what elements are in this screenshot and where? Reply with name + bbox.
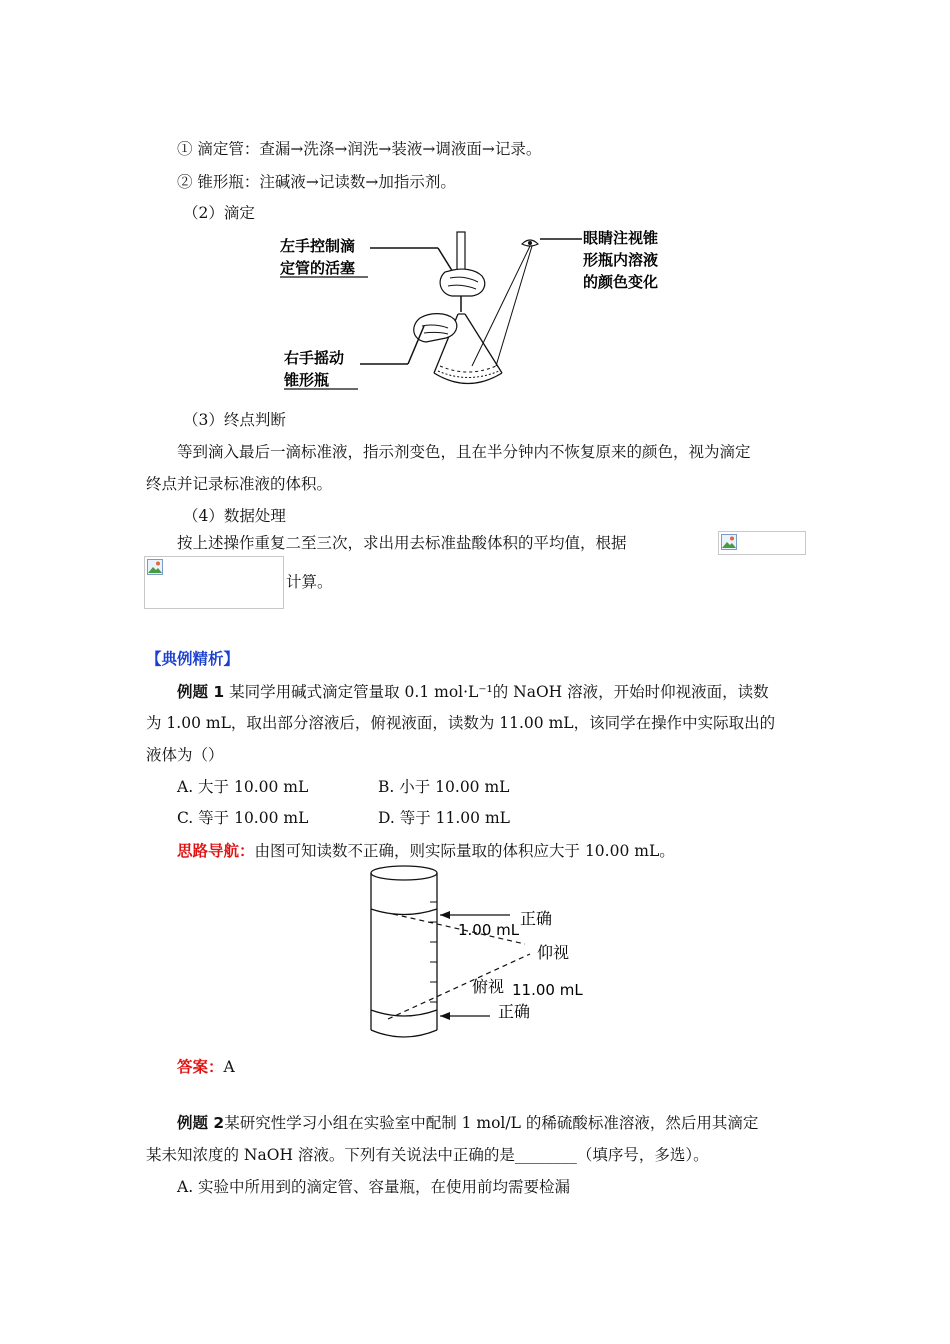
example1-line1: 例题 1 某同学用碱式滴定管量取 0.1 mol·L⁻¹的 NaOH 溶液，开始时仰视液面，读数 xyxy=(177,683,769,701)
formula-image-1 xyxy=(718,531,806,555)
example2-label: 例题 2 xyxy=(177,1114,225,1132)
answer-value: A xyxy=(223,1058,235,1076)
label-eye: 眼睛注视锥 xyxy=(583,229,659,247)
burette-steps: ① 滴定管：查漏→洗涤→润洗→装液→调液面→记录。 xyxy=(177,140,542,158)
data-text-2: 计算。 xyxy=(286,573,333,591)
formula-image-2 xyxy=(144,556,284,609)
option-d: D. 等于 11.00 mL xyxy=(378,809,510,827)
broken-image-icon xyxy=(147,559,163,575)
example2-option-a: A. 实验中所用到的滴定管、容量瓶，在使用前均需要检漏 xyxy=(177,1178,571,1196)
hint-label: 思路导航： xyxy=(177,842,255,860)
label-look-down: 俯视 xyxy=(472,977,505,996)
example1-hint: 思路导航：由图可知读数不正确，则实际量取的体积应大于 10.00 mL。 xyxy=(177,842,675,860)
label-right-hand: 右手摇动 xyxy=(284,349,345,367)
reading-top: 1.00 mL xyxy=(458,921,520,939)
svg-text:的颜色变化: 的颜色变化 xyxy=(583,273,659,291)
section-title-titration: （2）滴定 xyxy=(183,204,255,222)
example1-answer xyxy=(177,1057,235,1077)
example1-label: 例题 1 xyxy=(177,683,225,701)
section-title-endpoint: （3）终点判断 xyxy=(183,411,286,429)
svg-text:形瓶内溶液: 形瓶内溶液 xyxy=(583,251,659,269)
reading-figure xyxy=(360,862,600,1044)
broken-image-icon xyxy=(721,534,737,550)
titration-figure xyxy=(270,222,690,394)
section-title-data: （4）数据处理 xyxy=(183,507,286,525)
svg-text:定管的活塞: 定管的活塞 xyxy=(280,259,356,277)
endpoint-text-2: 终点并记录标准液的体积。 xyxy=(146,475,333,493)
example2-line1: 例题 2某研究性学习小组在实验室中配制 1 mol/L 的稀硫酸标准溶液，然后用其滴定 xyxy=(177,1114,759,1132)
svg-text:锥形瓶: 锥形瓶 xyxy=(284,371,330,389)
example1-line3: 液体为（） xyxy=(146,746,224,764)
answer-label: 答案： xyxy=(177,1058,224,1076)
option-c: C. 等于 10.00 mL xyxy=(177,809,309,827)
label-correct-top: 正确 xyxy=(520,909,553,928)
reading-bottom: 11.00 mL xyxy=(512,981,583,999)
option-a: A. 大于 10.00 mL xyxy=(177,778,309,796)
option-b: B. 小于 10.00 mL xyxy=(378,778,510,796)
label-left-hand: 左手控制滴 xyxy=(280,237,356,255)
label-look-up: 仰视 xyxy=(537,943,570,962)
flask-steps: ② 锥形瓶：注碱液→记读数→加指示剂。 xyxy=(177,173,456,191)
endpoint-text-1: 等到滴入最后一滴标准液，指示剂变色，且在半分钟内不恢复原来的颜色，视为滴定 xyxy=(177,443,751,461)
data-text-1: 按上述操作重复二至三次，求出用去标准盐酸体积的平均值，根据 xyxy=(177,534,627,552)
examples-heading: 【典例精析】 xyxy=(146,650,240,668)
example2-line2: 某未知浓度的 NaOH 溶液。下列有关说法中正确的是________（填序号，多选）。 xyxy=(146,1146,709,1164)
label-correct-bottom: 正确 xyxy=(498,1002,531,1021)
example1-line2: 为 1.00 mL，取出部分溶液后，俯视液面，读数为 11.00 mL，该同学在操作中实际取出的 xyxy=(146,714,776,732)
